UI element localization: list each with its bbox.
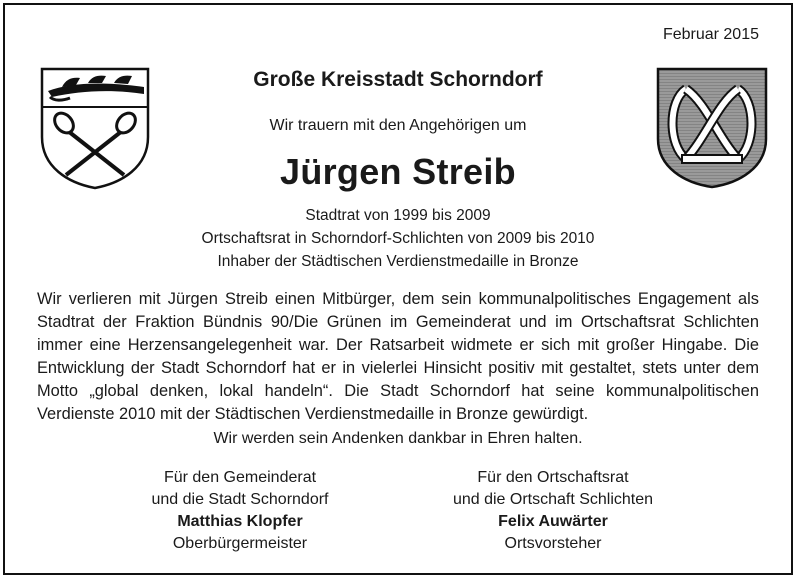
- role-line: Inhaber der Städtischen Verdienstmedaille in Bronze: [217, 253, 579, 270]
- roles-list: [5, 204, 791, 273]
- signature-line: Für den Gemeinderat: [163, 469, 317, 486]
- deceased-name: Jürgen Streib: [280, 151, 516, 192]
- remembrance-line: Wir werden sein Andenken dankbar in Ehren halten.: [213, 430, 583, 447]
- obituary-notice: [3, 3, 793, 575]
- obituary-body: Wir verlieren mit Jürgen Streib einen Mitbürger, dem sein kommunalpolitisches Engagement als Stadtrat der Fraktion Bündnis 90/Die Grünen im Gemeinderat und im Ortschaftsrat Schlichten immer eine Herzensangelegenheit war. Der Ratsarbeit widmete er sich mit großer Hingabe. Die Entwicklung der Stadt Schorndorf hat er in vielerlei Hinsicht positiv mit gestaltet, stets unter dem Motto „global denken, lokal handeln“. Die Stadt Schorndorf hat seine kommunalpolitischen Verdienste 2010 mit der Städtischen Verdienstmedaille in Bronze gewürdigt.: [37, 290, 759, 423]
- mourning-lead: Wir trauern mit den Angehörigen um: [269, 117, 527, 134]
- signatory-name: Matthias Klopfer: [177, 513, 303, 530]
- signature-line: Für den Ortschaftsrat: [477, 469, 629, 486]
- signatory-title: Oberbürgermeister: [172, 535, 308, 552]
- signatory-name: Felix Auwärter: [498, 513, 608, 530]
- signature-block-council: [110, 467, 370, 555]
- signature-block-local-council: [423, 467, 683, 555]
- role-line: Ortschaftsrat in Schorndorf-Schlichten von 2009 bis 2010: [201, 230, 595, 247]
- role-line: Stadtrat von 1999 bis 2009: [305, 207, 491, 224]
- signatory-title: Ortsvorsteher: [504, 535, 602, 552]
- publication-date: Februar 2015: [662, 26, 759, 43]
- signature-line: und die Ortschaft Schlichten: [452, 491, 654, 508]
- signature-line: und die Stadt Schorndorf: [151, 491, 329, 508]
- municipality-title: Große Kreisstadt Schorndorf: [253, 68, 543, 91]
